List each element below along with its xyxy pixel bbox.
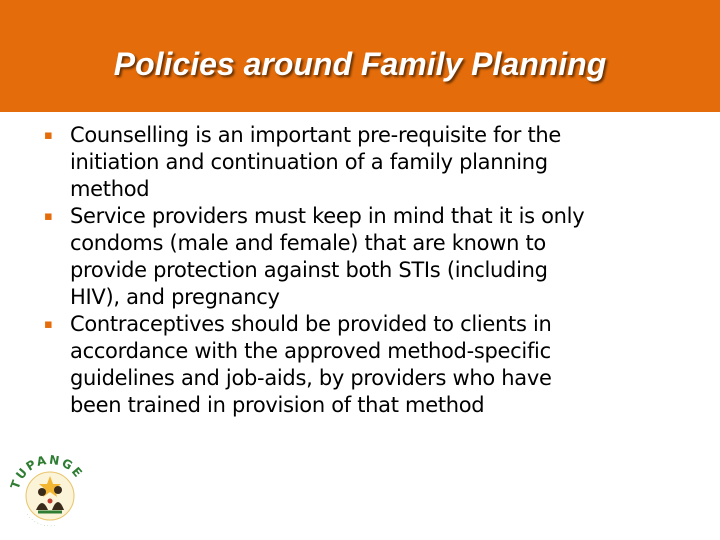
square-bullet-icon: ▪ bbox=[44, 317, 53, 332]
bullet-text-line: initiation and continuation of a family planning bbox=[70, 150, 548, 174]
svg-text:· · · · · · · · · ·: · · · · · · · · · · bbox=[25, 512, 56, 529]
square-bullet-icon: ▪ bbox=[44, 209, 53, 224]
logo-text: TUPANGE bbox=[8, 452, 87, 491]
bullet-item bbox=[18, 311, 702, 419]
bullet-text-line: condoms (male and female) that are known to bbox=[70, 231, 546, 255]
slide-title: Policies around Family Planning bbox=[113, 46, 607, 82]
bullet-text-line: HIV), and pregnancy bbox=[70, 285, 280, 309]
bullet-list bbox=[18, 122, 702, 419]
bullet-text-line: Service providers must keep in mind that it is only bbox=[70, 204, 585, 228]
tupange-logo-icon bbox=[8, 446, 92, 530]
bullet-text-line: been trained in provision of that method bbox=[70, 393, 485, 417]
square-bullet-icon: ▪ bbox=[44, 128, 53, 143]
bullet-text-line: accordance with the approved method-specific bbox=[70, 339, 551, 363]
bullet-item bbox=[18, 203, 702, 311]
bullet-text-line: method bbox=[70, 177, 150, 201]
bullet-text-line: Contraceptives should be provided to clients in bbox=[70, 312, 552, 336]
bullet-text-line: Counselling is an important pre-requisite for the bbox=[70, 123, 562, 147]
bullet-text-line: guidelines and job-aids, by providers who have bbox=[70, 366, 552, 390]
bullet-text-line: provide protection against both STIs (including bbox=[70, 258, 548, 282]
bullet-item bbox=[18, 122, 702, 203]
title-bar bbox=[0, 0, 720, 112]
